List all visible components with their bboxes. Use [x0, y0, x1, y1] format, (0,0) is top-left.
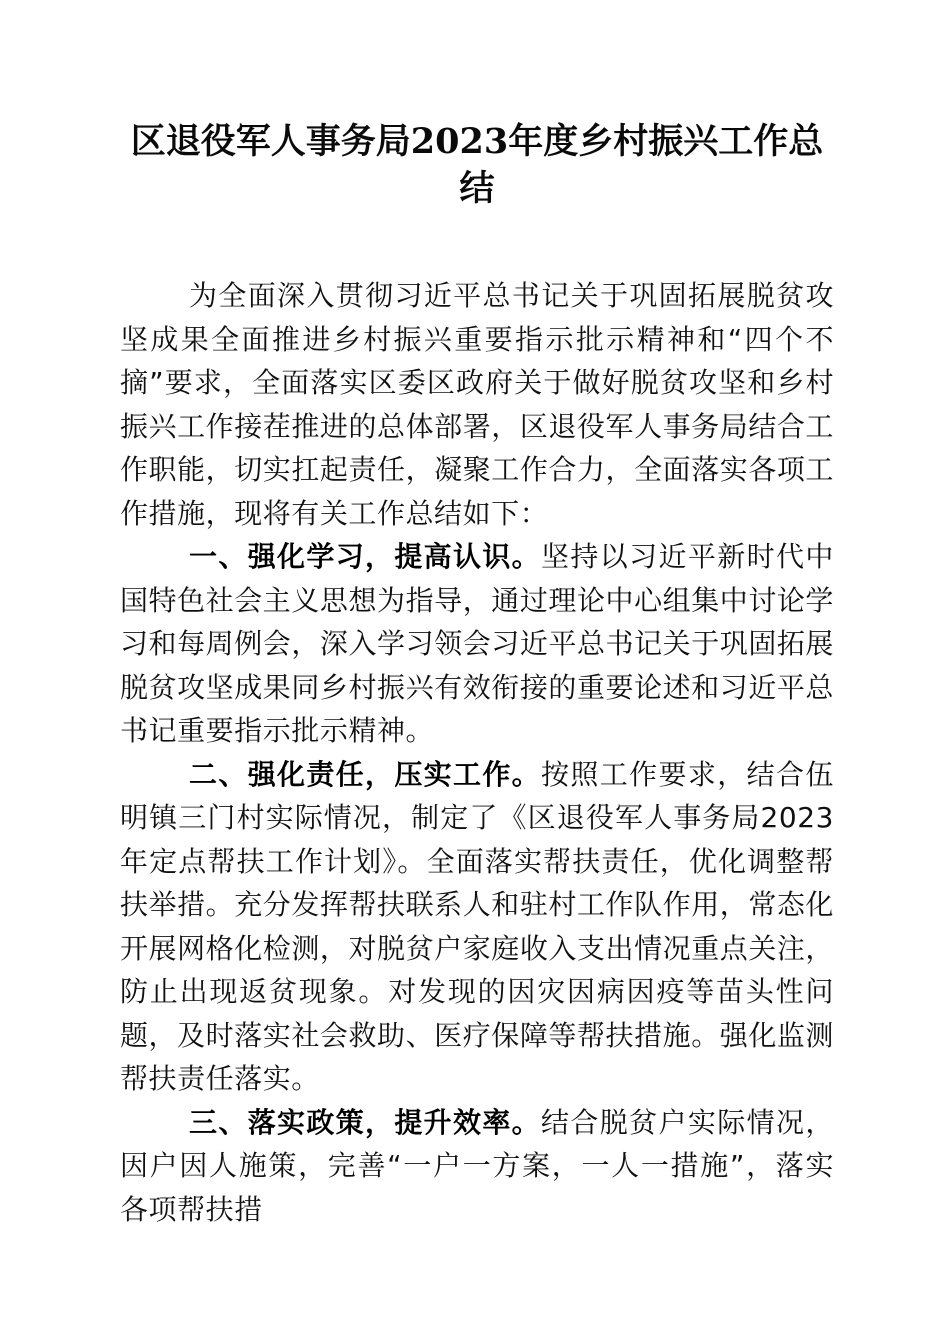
paragraph-section-1 [120, 535, 834, 753]
title-spacer [120, 212, 834, 274]
paragraph-intro [120, 274, 834, 535]
paragraph-text-section-2: 按照工作要求，结合伍明镇三门村实际情况，制定了《区退役军人事务局2023年定点帮扶工作计划》。全面落实帮扶责任，优化调整帮扶举措。充分发挥帮扶联系人和驻村工作队作用，常态化开展网格化检测，对脱贫户家庭收入支出情况重点关注，防止出现返贫现象。对发现的因灾因病因疫等苗头性问题，及时落实社会救助、医疗保障等帮扶措施。强化监测帮扶责任落实。 [120, 757, 834, 1095]
paragraph-text-intro: 为全面深入贯彻习近平总书记关于巩固拓展脱贫攻坚成果全面推进乡村振兴重要指示批示精神和“四个不摘”要求，全面落实区委区政府关于做好脱贫攻坚和乡村振兴工作接茬推进的总体部署，区退役军人事务局结合工作职能，切实扛起责任，凝聚工作合力，全面落实各项工作措施，现将有关工作总结如下： [120, 279, 834, 530]
paragraph-section-2 [120, 753, 834, 1101]
paragraph-lead-section-3: 三、落实政策，提升效率。 [189, 1105, 542, 1139]
paragraph-lead-section-1: 一、强化学习，提高认识。 [189, 540, 542, 573]
paragraph-text-section-3: 结合脱贫户实际情况，因户因人施策，完善“一户一方案，一人一措施”，落实各项帮扶措 [120, 1105, 834, 1226]
document-body [120, 118, 834, 1231]
paragraph-lead-section-2: 二、强化责任，压实工作。 [189, 757, 542, 791]
paragraph-text-section-1: 坚持以习近平新时代中国特色社会主义思想为指导，通过理论中心组集中讨论学习和每周例会，深入学习领会习近平总书记关于巩固拓展脱贫攻坚成果同乡村振兴有效衔接的重要论述和习近平总书记重要指示批示精神。 [120, 540, 834, 747]
paragraph-section-3 [120, 1101, 834, 1232]
page-title: 区退役军人事务局2023年度乡村振兴工作总结 [130, 121, 824, 209]
